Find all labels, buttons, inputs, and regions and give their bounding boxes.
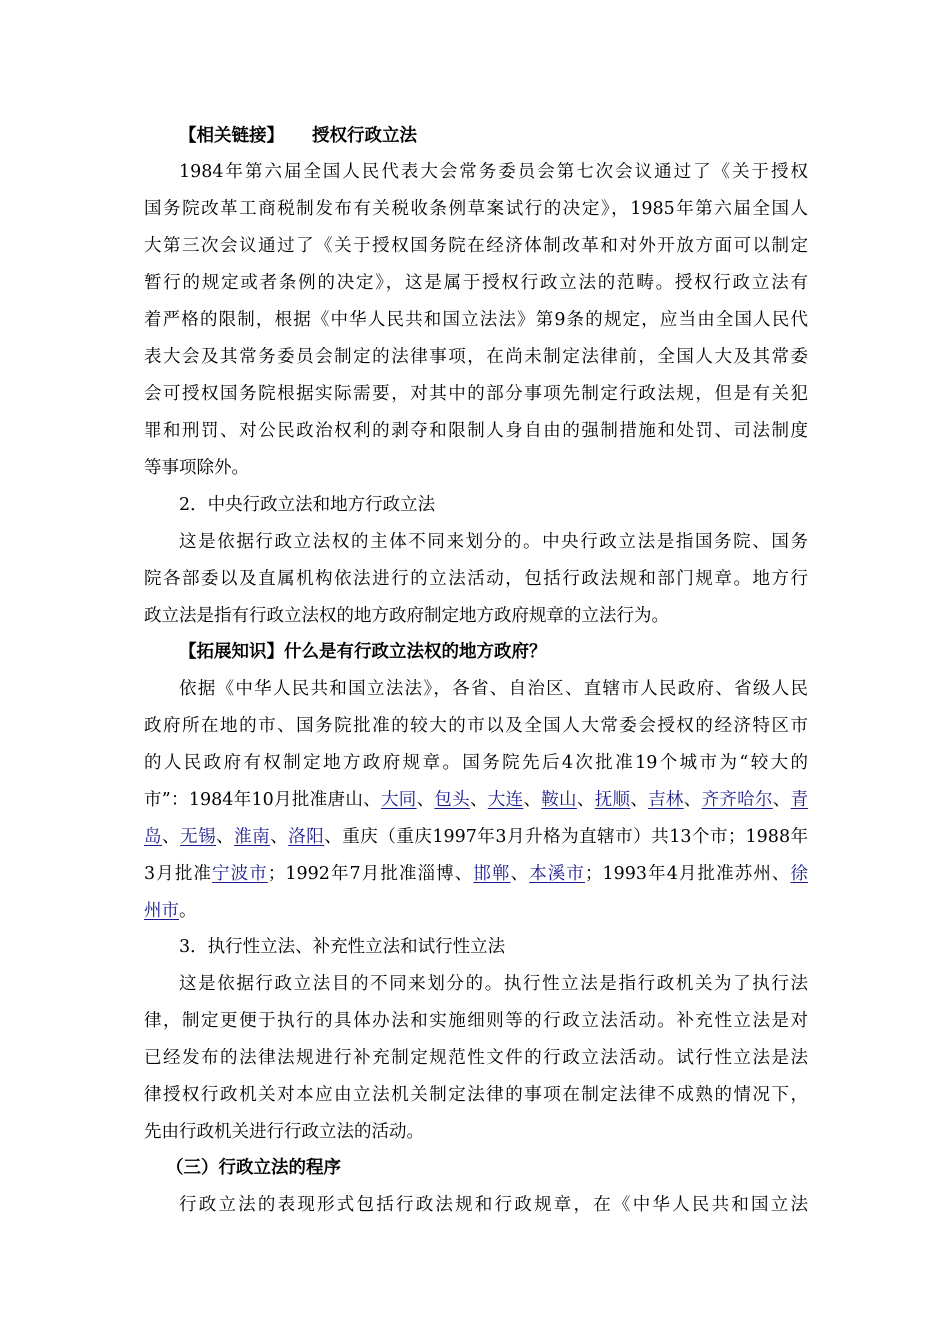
paragraph-line: 政立法是指有行政立法权的地方政府制定地方政府规章的立法行为。 xyxy=(144,606,669,626)
paragraph-line: 已经发布的法律法规进行补充制定规范性文件的行政立法活动。试行性立法是法 xyxy=(144,1048,808,1068)
city-link-luoyang[interactable]: 洛阳 xyxy=(288,827,325,847)
paragraph-line-with-links: 市”：1984年10月批准唐山、大同、包头、大连、鞍山、抚顺、吉林、齐齐哈尔、青 xyxy=(144,790,809,810)
city-link-fushun[interactable]: 抚顺 xyxy=(594,790,631,810)
city-link-ningbo[interactable]: 宁波市 xyxy=(212,864,268,884)
city-link-qingdao[interactable]: 岛 xyxy=(144,827,163,847)
city-link-baotou[interactable]: 包头 xyxy=(434,790,470,810)
paragraph-line: 会可授权国务院根据实际需要，对其中的部分事项先制定行政法规，但是有关犯 xyxy=(144,384,808,404)
paragraph-line: 院各部委以及直属机构依法进行的立法活动，包括行政法规和部门规章。地方行 xyxy=(144,569,808,589)
procedure-heading: （三）行政立法的程序 xyxy=(166,1158,341,1178)
city-link-anshan[interactable]: 鞍山 xyxy=(541,790,577,810)
paragraph-line: 行政立法的表现形式包括行政法规和行政规章，在《中华人民共和国立法 xyxy=(179,1195,808,1215)
paragraph-line: 表大会及其常务委员会制定的法律事项，在尚未制定法律前，全国人大及其常委 xyxy=(144,347,808,367)
city-link-handan[interactable]: 邯郸 xyxy=(473,864,511,884)
city-link-benxi[interactable]: 本溪市 xyxy=(529,864,585,884)
expand-label: 【拓展知识】 xyxy=(179,642,284,662)
related-link-title: 授权行政立法 xyxy=(312,126,417,146)
city-link-datong[interactable]: 大同 xyxy=(380,790,417,810)
paragraph-line: 的人民政府有权制定地方政府规章。国务院先后4次批准19个城市为“较大的 xyxy=(144,753,808,773)
paragraph-line: 律，制定更便于执行的具体办法和实施细则等的行政立法活动。补充性立法是对 xyxy=(144,1011,808,1031)
paragraph-line: 罪和刑罚、对公民政治权利的剥夺和限制人身自由的强制措施和处罚、司法制度 xyxy=(144,421,808,441)
city-link-qingdao[interactable]: 青 xyxy=(790,790,809,810)
paragraph-line: 政府所在地的市、国务院批准的较大的市以及全国人大常委会授权的经济特区市 xyxy=(144,716,808,736)
paragraph-line: 这是依据行政立法目的不同来划分的。执行性立法是指行政机关为了执行法 xyxy=(179,974,808,994)
city-link-huainan[interactable]: 淮南 xyxy=(234,827,271,847)
city-link-xuzhou[interactable]: 州市 xyxy=(144,901,179,921)
related-link-label: 【相关链接】 xyxy=(179,126,284,146)
paragraph-line-with-links: 州市。 xyxy=(144,901,197,921)
city-link-jilin[interactable]: 吉林 xyxy=(648,790,684,810)
paragraph-line: 这是依据行政立法权的主体不同来划分的。中央行政立法是指国务院、国务 xyxy=(179,532,808,552)
city-link-xuzhou[interactable]: 徐 xyxy=(790,864,809,884)
paragraph-line: 1984年第六届全国人民代表大会常务委员会第七次会议通过了《关于授权 xyxy=(179,162,808,182)
city-link-wuxi[interactable]: 无锡 xyxy=(180,827,217,847)
city-link-dalian[interactable]: 大连 xyxy=(487,790,524,810)
paragraph-line-with-links: 3月批准宁波市；1992年7月批准淄博、邯郸、本溪市；1993年4月批准苏州、徐 xyxy=(144,864,809,884)
paragraph-line: 律授权行政机关对本应由立法机关制定法律的事项在制定法律不成熟的情况下， xyxy=(144,1085,808,1105)
paragraph-line: 大第三次会议通过了《关于授权国务院在经济体制改革和对外开放方面可以制定 xyxy=(144,236,808,256)
section-heading: 3．执行性立法、补充性立法和试行性立法 xyxy=(179,937,506,957)
paragraph-line: 着严格的限制，根据《中华人民共和国立法法》第9条的规定，应当由全国人民代 xyxy=(144,310,808,330)
paragraph-line: 暂行的规定或者条例的决定》，这是属于授权行政立法的范畴。授权行政立法有 xyxy=(144,273,808,293)
section-heading: 2．中央行政立法和地方行政立法 xyxy=(179,495,436,515)
related-link-heading xyxy=(144,124,808,148)
paragraph-line: 先由行政机关进行行政立法的活动。 xyxy=(144,1122,424,1142)
paragraph-line: 等事项除外。 xyxy=(144,458,249,478)
expand-knowledge-heading xyxy=(144,640,808,664)
paragraph-line: 国务院改革工商税制发布有关税收条例草案试行的决定》，1985年第六届全国人 xyxy=(144,199,808,219)
paragraph-line: 依据《中华人民共和国立法法》，各省、自治区、直辖市人民政府、省级人民 xyxy=(179,679,808,699)
expand-question: 什么是有行政立法权的地方政府？ xyxy=(284,642,547,662)
city-link-qiqihar[interactable]: 齐齐哈尔 xyxy=(701,790,773,810)
paragraph-line-with-links: 岛、无锡、淮南、洛阳、重庆（重庆1997年3月升格为直辖市）共13个市；1988年 xyxy=(144,827,809,847)
